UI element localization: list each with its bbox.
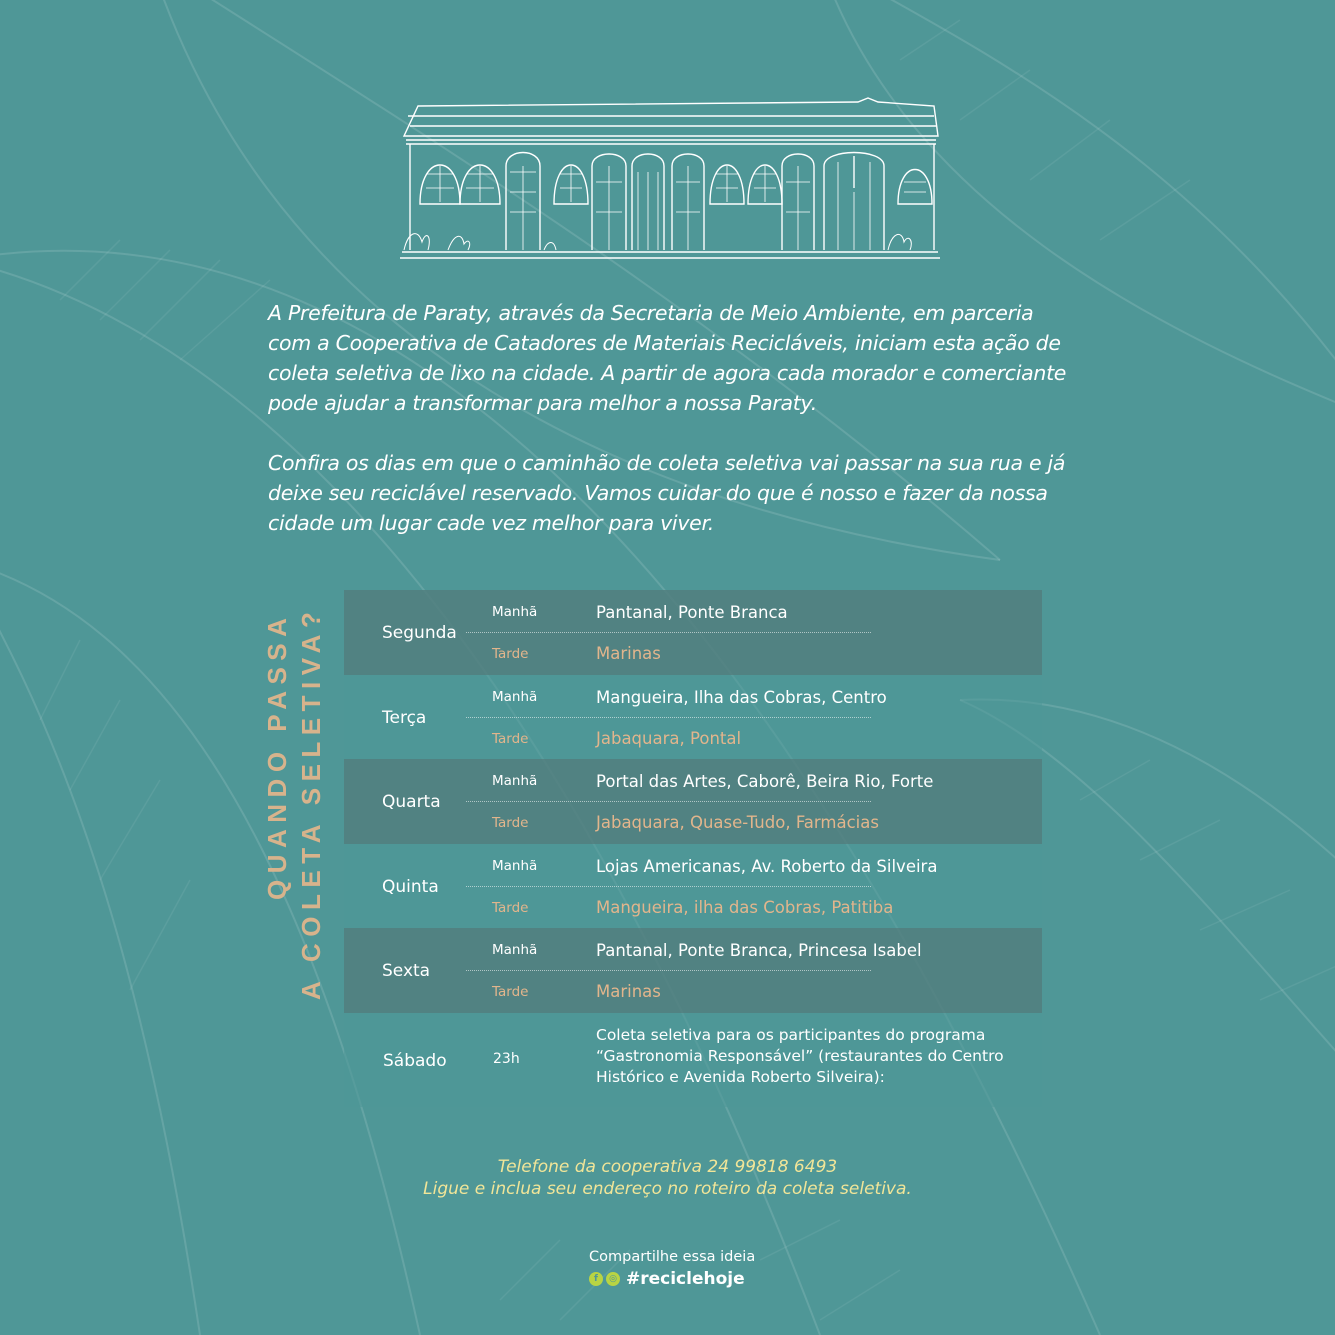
- afternoon-label: Tarde: [492, 815, 529, 831]
- instagram-icon[interactable]: ◎: [606, 1272, 620, 1286]
- saturday-description: Coleta seletiva para os participantes do programa “Gastronomia Responsável” (restaurantes do Centro Histórico e Avenida Roberto Silveira):: [596, 1025, 1004, 1086]
- dotted-divider: [466, 886, 871, 887]
- day-name: Sábado: [383, 1050, 447, 1071]
- phone-line: Telefone da cooperativa 24 99818 6493: [497, 1157, 838, 1177]
- hashtag: #reciclehoje: [626, 1269, 745, 1289]
- day-name: Segunda: [382, 623, 457, 643]
- schedule-row-quarta: [344, 759, 1042, 844]
- morning-label: Manhã: [492, 604, 538, 620]
- afternoon-places: Marinas: [596, 644, 661, 663]
- afternoon-places: Mangueira, ilha das Cobras, Patitiba: [596, 897, 894, 917]
- share-label: Compartilhe essa ideia: [589, 1249, 756, 1265]
- day-name: Quinta: [382, 876, 439, 897]
- schedule-row-terca: [344, 675, 1042, 760]
- dotted-divider: [466, 632, 871, 633]
- morning-places: Mangueira, Ilha das Cobras, Centro: [596, 687, 887, 707]
- afternoon-label: Tarde: [492, 899, 529, 916]
- day-name: Sexta: [382, 961, 431, 981]
- building-sketch-illustration: [398, 92, 940, 267]
- morning-label: Manhã: [492, 942, 538, 958]
- afternoon-label: Tarde: [492, 646, 529, 662]
- intro-text: [268, 298, 1068, 538]
- dotted-divider: [466, 717, 871, 718]
- collection-schedule: [344, 590, 1042, 1107]
- contact-info: [0, 1156, 1335, 1200]
- morning-label: Manhã: [492, 773, 538, 789]
- schedule-row-sexta: [344, 928, 1042, 1013]
- facebook-icon[interactable]: f: [589, 1272, 603, 1286]
- afternoon-label: Tarde: [492, 730, 529, 747]
- schedule-row-sabado: [344, 1013, 1042, 1107]
- side-title: [262, 605, 326, 1000]
- morning-places: Pantanal, Ponte Branca, Princesa Isabel: [596, 941, 922, 960]
- intro-paragraph-2: Confira os dias em que o caminhão de coleta seletiva vai passar na sua rua e já deixe seu reciclável reservado. Vamos cuidar do que é nosso e fazer da nossa cidade um lugar cade vez melhor para viver.: [268, 451, 1066, 535]
- instruction-line: Ligue e inclua seu endereço no roteiro da coleta seletiva.: [423, 1179, 912, 1199]
- morning-places: Portal das Artes, Caborê, Beira Rio, Forte: [596, 772, 934, 791]
- social-links: [589, 1270, 745, 1288]
- morning-places: Lojas Americanas, Av. Roberto da Silveira: [596, 856, 938, 876]
- morning-label: Manhã: [492, 857, 538, 874]
- morning-places: Pantanal, Ponte Branca: [596, 603, 788, 622]
- side-title-line-2: A COLETA SELETIVA?: [296, 605, 326, 1000]
- side-title-line-1: QUANDO PASSA: [262, 611, 292, 900]
- dotted-divider: [466, 970, 871, 971]
- afternoon-places: Jabaquara, Quase-Tudo, Farmácias: [596, 813, 879, 832]
- saturday-time: 23h: [493, 1050, 520, 1067]
- intro-paragraph-1: A Prefeitura de Paraty, através da Secretaria de Meio Ambiente, em parceria com a Cooperativa de Catadores de Materiais Recicláveis, iniciam esta ação de coleta seletiva de lixo na cidade. A partir de agora cada morador e comerciante pode ajudar a transformar para melhor a nossa Paraty.: [268, 301, 1067, 415]
- schedule-row-segunda: [344, 590, 1042, 675]
- morning-label: Manhã: [492, 688, 538, 705]
- day-name: Terça: [382, 707, 427, 728]
- afternoon-places: Marinas: [596, 982, 661, 1001]
- dotted-divider: [466, 801, 871, 802]
- afternoon-places: Jabaquara, Pontal: [596, 728, 742, 748]
- schedule-row-quinta: [344, 844, 1042, 929]
- afternoon-label: Tarde: [492, 984, 529, 1000]
- day-name: Quarta: [382, 792, 441, 812]
